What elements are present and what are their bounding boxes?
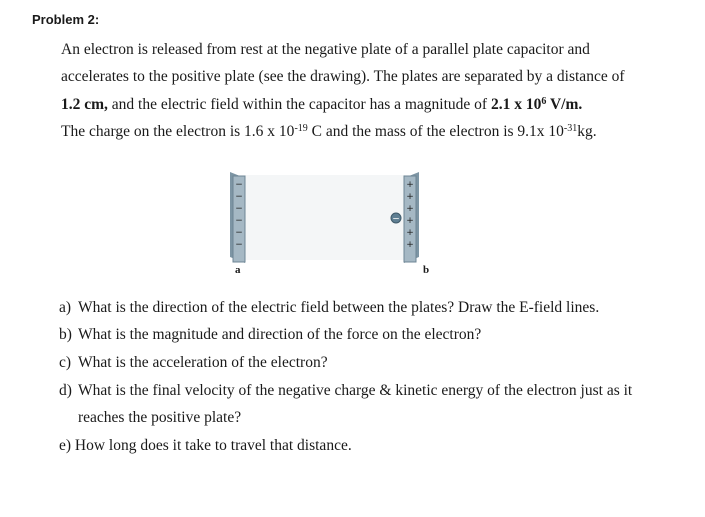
question-text: What is the acceleration of the electron?	[78, 354, 328, 371]
charge-exponent: -19	[294, 123, 308, 134]
minus-sign-2: −	[235, 192, 243, 202]
question-text: What is the final velocity of the negative charge & kinetic energy of the electron just as it	[78, 382, 633, 399]
plate-b-label: b	[423, 264, 430, 276]
plus-sign-5: +	[406, 228, 414, 238]
minus-sign-3: −	[235, 204, 243, 214]
question-a	[59, 299, 599, 317]
question-label: a)	[59, 299, 72, 316]
plus-sign-6: +	[406, 240, 414, 250]
question-text: reaches the positive plate?	[78, 409, 242, 426]
problem-heading: Problem 2:	[32, 12, 100, 27]
question-text: What is the magnitude and direction of the force on the electron?	[78, 326, 482, 343]
question-text: How long does it take to travel that distance.	[74, 437, 352, 454]
mass-unit: kg.	[577, 123, 597, 140]
intro-line-3-mid: and the electric field within the capacitor has a magnitude of	[107, 96, 491, 113]
field-region	[245, 175, 405, 260]
minus-sign-5: −	[235, 228, 243, 238]
minus-sign-6: −	[235, 240, 243, 250]
intro-line-1: An electron is released from rest at the negative plate of a parallel plate capacitor and	[61, 41, 590, 58]
question-d	[59, 382, 632, 400]
plus-sign-1: +	[406, 180, 414, 190]
question-label: e)	[59, 437, 72, 454]
plus-sign-4: +	[406, 216, 414, 226]
electron-sign: −	[392, 214, 400, 225]
negative-plate	[230, 172, 245, 263]
question-c	[59, 354, 328, 372]
question-d-continued	[59, 409, 241, 427]
plate-distance: 1.2 cm,	[61, 96, 108, 113]
question-b	[59, 326, 481, 344]
intro-line-2: accelerates to the positive plate (see the drawing). The plates are separated by a distance of	[61, 68, 625, 85]
plus-sign-3: +	[406, 204, 414, 214]
plus-sign-2: +	[406, 192, 414, 202]
question-label: c)	[59, 354, 72, 371]
plate-a-label: a	[235, 264, 241, 276]
question-label: d)	[59, 382, 72, 399]
question-text: What is the direction of the electric field between the plates? Draw the E-field lines.	[78, 299, 600, 316]
mass-exponent: -31	[563, 123, 578, 134]
question-label: b)	[59, 326, 72, 343]
field-magnitude: 2.1 x $10^6$ V/m.	[490, 96, 583, 113]
question-e	[59, 437, 352, 455]
mass-text: C and the mass of the electron is 9.1x 10	[307, 123, 564, 140]
charge-text: The charge on the electron is 1.6 x 10	[61, 123, 295, 140]
minus-sign-1: −	[235, 180, 243, 190]
positive-plate	[404, 172, 419, 263]
minus-sign-4: −	[235, 216, 243, 226]
electron	[391, 213, 401, 225]
